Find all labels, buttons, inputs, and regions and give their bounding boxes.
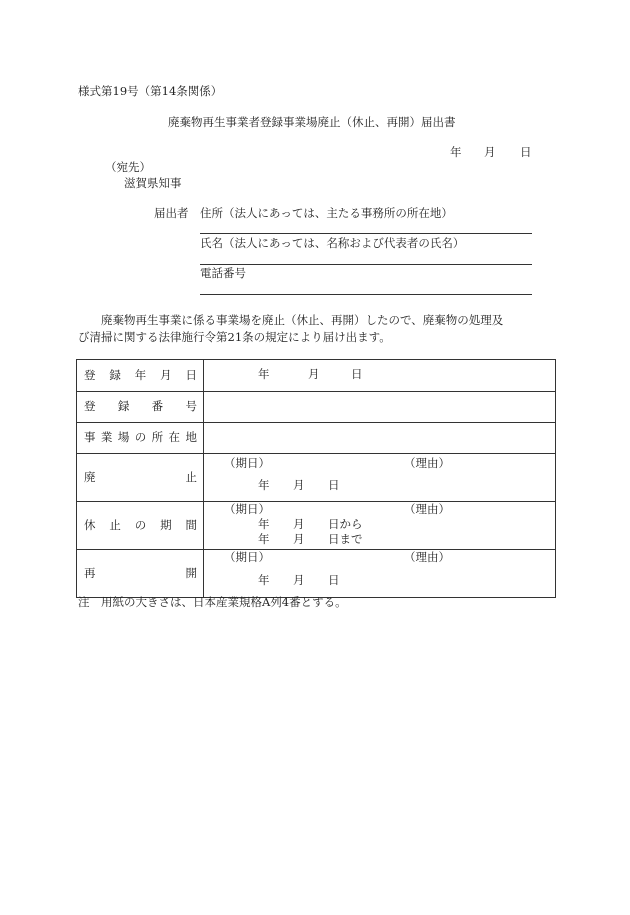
- suspension-value[interactable]: （期日） （理由） 年 月 日から 年 月 日まで: [204, 502, 556, 550]
- notifier-address-label: 住所（法人にあっては、主たる事務所の所在地）: [200, 206, 453, 220]
- date-month-label: 月: [484, 145, 496, 159]
- paper-size-note: 注 用紙の大きさは、日本産業規格A列4番とする。: [78, 595, 347, 609]
- addressee-label: （宛先）: [105, 160, 151, 174]
- notifier-phone-label: 電話番号: [200, 266, 246, 280]
- notification-table: [76, 359, 556, 598]
- declaration-line-1: 廃棄物再生事業に係る事業場を廃止（休止、再開）したので、廃棄物の処理及: [101, 313, 504, 327]
- location-value[interactable]: [204, 423, 556, 454]
- table-row-registration-date: [77, 360, 556, 392]
- registration-number-value[interactable]: [204, 392, 556, 423]
- label-registration-date: 登 録 年 月 日: [77, 360, 204, 392]
- date-day-label: 日: [520, 145, 532, 159]
- table-row-registration-number: [77, 392, 556, 423]
- form-number: 様式第19号（第14条関係）: [78, 84, 223, 98]
- declaration-text: [78, 312, 555, 346]
- declaration-line-2: び清掃に関する法律施行令第21条の規定により届け出ます。: [78, 330, 391, 344]
- label-location: 事 業 場 の 所 在 地: [77, 423, 204, 454]
- label-abolition: 廃 止: [77, 454, 204, 502]
- registration-date-value[interactable]: 年 月 日: [204, 360, 556, 392]
- table-row-abolition: [77, 454, 556, 502]
- table-row-resumption: [77, 550, 556, 598]
- name-fill-line[interactable]: [200, 264, 532, 265]
- date-year-label: 年: [450, 145, 462, 159]
- abolition-value[interactable]: （期日） （理由） 年 月 日: [204, 454, 556, 502]
- notifier-label: 届出者: [154, 206, 189, 220]
- resumption-value[interactable]: （期日） （理由） 年 月 日: [204, 550, 556, 598]
- page-title: 廃棄物再生事業者登録事業場廃止（休止、再開）届出書: [168, 115, 456, 129]
- phone-fill-line[interactable]: [200, 294, 532, 295]
- label-suspension-period: 休 止 の 期 間: [77, 502, 204, 550]
- table-row-suspension: [77, 502, 556, 550]
- label-registration-number: 登 録 番 号: [77, 392, 204, 423]
- label-resumption: 再 開: [77, 550, 204, 598]
- table-row-location: [77, 423, 556, 454]
- address-fill-line[interactable]: [200, 233, 532, 234]
- addressee-name: 滋賀県知事: [124, 176, 182, 190]
- notifier-name-label: 氏名（法人にあっては、名称および代表者の氏名）: [200, 236, 465, 250]
